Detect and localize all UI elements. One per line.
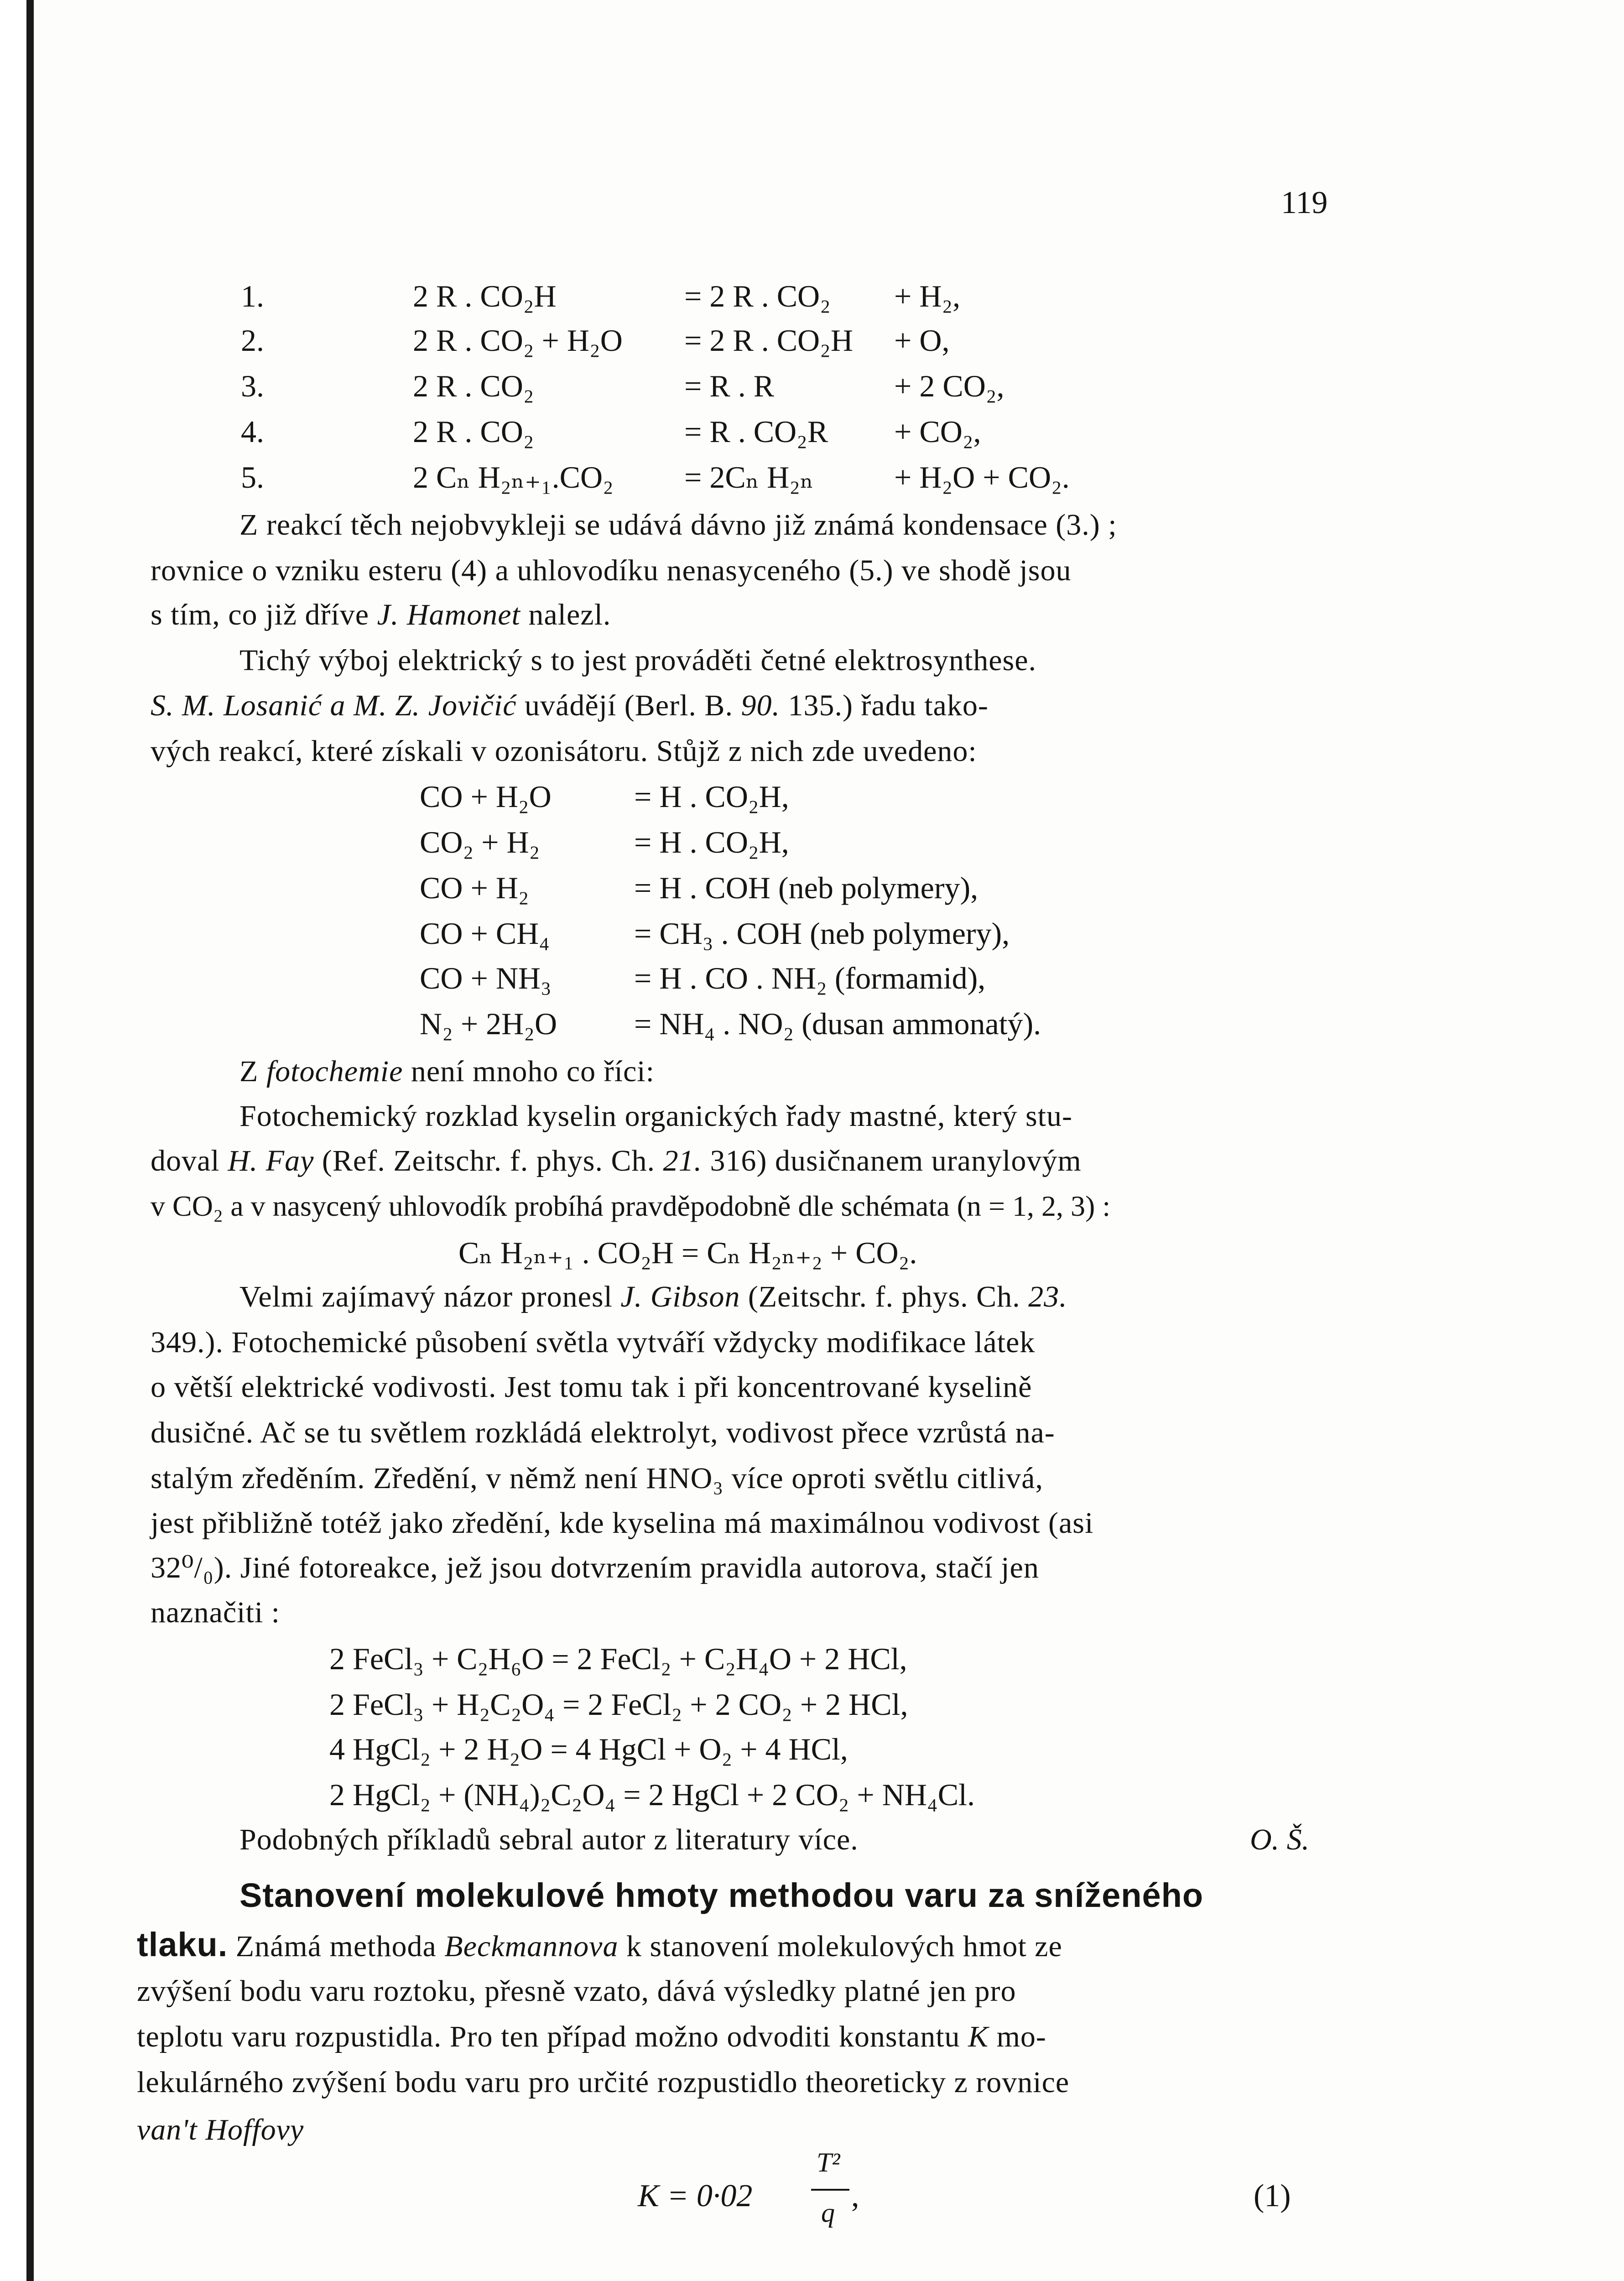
formula-denominator: q: [821, 2198, 835, 2228]
text-line: jest přibližně totéž jako zředění, kde kyselina má maximálnou vodivost (asi: [151, 1506, 1094, 1540]
reaction-rhs: + CO₂,: [894, 414, 981, 449]
reaction-lhs: 2 R . CO₂: [413, 369, 534, 403]
reaction-eq: = 2 R . CO₂: [684, 279, 831, 313]
reaction-lhs: N₂ + 2H₂O: [420, 1006, 557, 1041]
text-line: Podobných příkladů sebral autor z literatury více.: [239, 1823, 859, 1856]
reaction-lhs: CO + NH₃: [420, 961, 552, 995]
text-line: 32⁰/₀). Jiné fotoreakce, jež jsou dotvrzením pravidla autorova, stačí jen: [151, 1551, 1039, 1584]
volume-number: 23.: [1028, 1280, 1067, 1313]
author-name: J. Gibson: [620, 1280, 740, 1313]
reaction-lhs: 2 Cₙ H₂ₙ₊₁.CO₂: [413, 460, 614, 495]
text-run: Velmi zajímavý názor pronesl: [239, 1280, 613, 1313]
reaction-rhs: + O,: [894, 323, 950, 358]
reaction-eq: = R . CO₂R: [684, 414, 828, 449]
text-line: rovnice o vzniku esteru (4) a uhlovodíku nenasyceného (5.) ve shodě jsou: [151, 554, 1072, 587]
text-run: mo-: [996, 2020, 1046, 2053]
text-run: Z: [239, 1055, 259, 1088]
text-line: dusičné. Ač se tu světlem rozkládá elektrolyt, vodivost přece vzrůstá na-: [151, 1416, 1055, 1449]
reaction-eq: = R . R: [684, 369, 775, 403]
text-run: teplotu varu rozpustidla. Pro ten případ možno odvoditi konstantu: [137, 2020, 960, 2053]
text-line: v CO₂ a v nasycený uhlovodík probíhá pravděpodobně dle schémata (n = 1, 2, 3) :: [151, 1190, 1111, 1222]
formula-comma: ,: [851, 2178, 859, 2213]
constant-symbol: K: [968, 2020, 989, 2053]
text-line: [239, 1057, 655, 1087]
text-run: nalezl.: [528, 598, 611, 631]
text-line: Fotochemický rozklad kyselin organických řady mastné, který stu-: [239, 1099, 1072, 1133]
equation-label: (1): [1254, 2178, 1291, 2213]
text-run: uvádějí (Berl. B.: [525, 689, 733, 722]
text-line: lekulárného zvýšení bodu varu pro určité rozpustidlo theoreticky z rovnice: [137, 2066, 1070, 2099]
reaction-lhs: 2 R . CO₂ + H₂O: [413, 323, 623, 358]
text-line: [137, 2022, 1046, 2052]
method-name: Beckmannova: [444, 1930, 619, 1963]
formula-lhs: K = 0·02: [638, 2178, 753, 2213]
author-name: H. Fay: [228, 1144, 314, 1177]
text-line: [151, 600, 611, 630]
topic-term: fotochemie: [266, 1055, 403, 1088]
page-number: 119: [1281, 185, 1328, 220]
reaction-lhs: CO + H₂: [420, 870, 529, 905]
equation-name: van't Hoffovy: [137, 2113, 304, 2146]
text-line: o větší elektrické vodivosti. Jest tomu tak i při koncentrované kyselině: [151, 1370, 1032, 1404]
text-line: [239, 1282, 1067, 1312]
reaction-lhs: 2 R . CO₂: [413, 414, 534, 449]
formula-numerator: T²: [817, 2147, 840, 2177]
text-line: [151, 691, 989, 721]
reaction-rhs: = H . CO . NH₂ (formamid),: [634, 961, 986, 995]
reaction-number: 2.: [241, 323, 264, 358]
reaction-eq: = 2Cₙ H₂ₙ: [684, 460, 814, 495]
text-run: není mnoho co říci:: [411, 1055, 655, 1088]
volume-number: 90.: [741, 689, 780, 722]
text-run: (Ref. Zeitschr. f. phys. Ch.: [322, 1144, 655, 1177]
author-signature: O. Š.: [1250, 1823, 1310, 1856]
reaction-line: 2 FeCl₃ + C₂H₆O = 2 FeCl₂ + C₂H₄O + 2 HCl,: [329, 1641, 907, 1676]
text-run: Známá methoda: [235, 1930, 437, 1963]
text-run: 135.) řadu tako-: [788, 689, 989, 722]
photolysis-equation: Cₙ H₂ₙ₊₁ . CO₂H = Cₙ H₂ₙ₊₂ + CO₂.: [458, 1235, 917, 1270]
text-line: [151, 1146, 1082, 1176]
reaction-number: 1.: [241, 279, 264, 313]
volume-number: 21.: [663, 1144, 702, 1177]
reaction-rhs: = H . COH (neb polymery),: [634, 870, 979, 905]
text-line: 349.). Fotochemické působení světla vytváří vždycky modifikace látek: [151, 1326, 1036, 1359]
text-line: vých reakcí, které získali v ozonisátoru. Stůjž z nich zde uvedeno:: [151, 734, 977, 768]
text-line: [137, 1928, 1062, 1962]
reaction-number: 4.: [241, 414, 264, 449]
reaction-line: 2 HgCl₂ + (NH₄)₂C₂O₄ = 2 HgCl + 2 CO₂ + NH₄Cl.: [329, 1777, 975, 1812]
reaction-lhs: CO + H₂O: [420, 779, 552, 814]
reaction-eq: = 2 R . CO₂H: [684, 323, 853, 358]
reaction-rhs: = H . CO₂H,: [634, 825, 789, 859]
text-line: zvýšení bodu varu roztoku, přesně vzato, dává výsledky platné jen pro: [137, 1974, 1016, 2008]
reaction-number: 3.: [241, 369, 264, 403]
reaction-line: 4 HgCl₂ + 2 H₂O = 4 HgCl + O₂ + 4 HCl,: [329, 1732, 848, 1766]
fraction-bar: [811, 2189, 849, 2191]
text-line: naznačiti :: [151, 1596, 281, 1629]
text-run: k stanovení molekulových hmot ze: [626, 1930, 1062, 1963]
reaction-rhs: = CH₃ . COH (neb polymery),: [634, 916, 1010, 951]
author-name: S. M. Losanić a M. Z. Jovičić: [151, 689, 517, 722]
author-name: J. Hamonet: [377, 598, 521, 631]
text-line: Tichý výboj elektrický s to jest prováděti četné elektrosynthese.: [239, 644, 1037, 677]
reaction-lhs: CO + CH₄: [420, 916, 550, 951]
reaction-rhs: + 2 CO₂,: [894, 369, 1005, 403]
section-heading: Stanovení molekulové hmoty methodou varu za sníženého: [239, 1876, 1204, 1914]
reaction-number: 5.: [241, 460, 264, 495]
reaction-lhs: 2 R . CO₂H: [413, 279, 557, 313]
reaction-rhs: + H₂O + CO₂.: [894, 460, 1070, 495]
text-line: stalým zředěním. Zředění, v němž není HNO₃ více oproti světlu citlivá,: [151, 1462, 1043, 1495]
text-line: Z reakcí těch nejobvykleji se udává dávno již známá kondensace (3.) ;: [239, 508, 1117, 542]
text-run: doval: [151, 1144, 220, 1177]
text-run: (Zeitschr. f. phys. Ch.: [748, 1280, 1020, 1313]
reaction-rhs: = NH₄ . NO₂ (dusan ammonatý).: [634, 1006, 1041, 1041]
text-run: s tím, co již dříve: [151, 598, 370, 631]
section-heading-cont: tlaku.: [137, 1926, 228, 1963]
reaction-lhs: CO₂ + H₂: [420, 825, 540, 859]
reaction-line: 2 FeCl₃ + H₂C₂O₄ = 2 FeCl₂ + 2 CO₂ + 2 HCl,: [329, 1687, 908, 1722]
reaction-rhs: + H₂,: [894, 279, 961, 313]
text-run: 316) dusičnanem uranylovým: [710, 1144, 1082, 1177]
reaction-rhs: = H . CO₂H,: [634, 779, 789, 814]
